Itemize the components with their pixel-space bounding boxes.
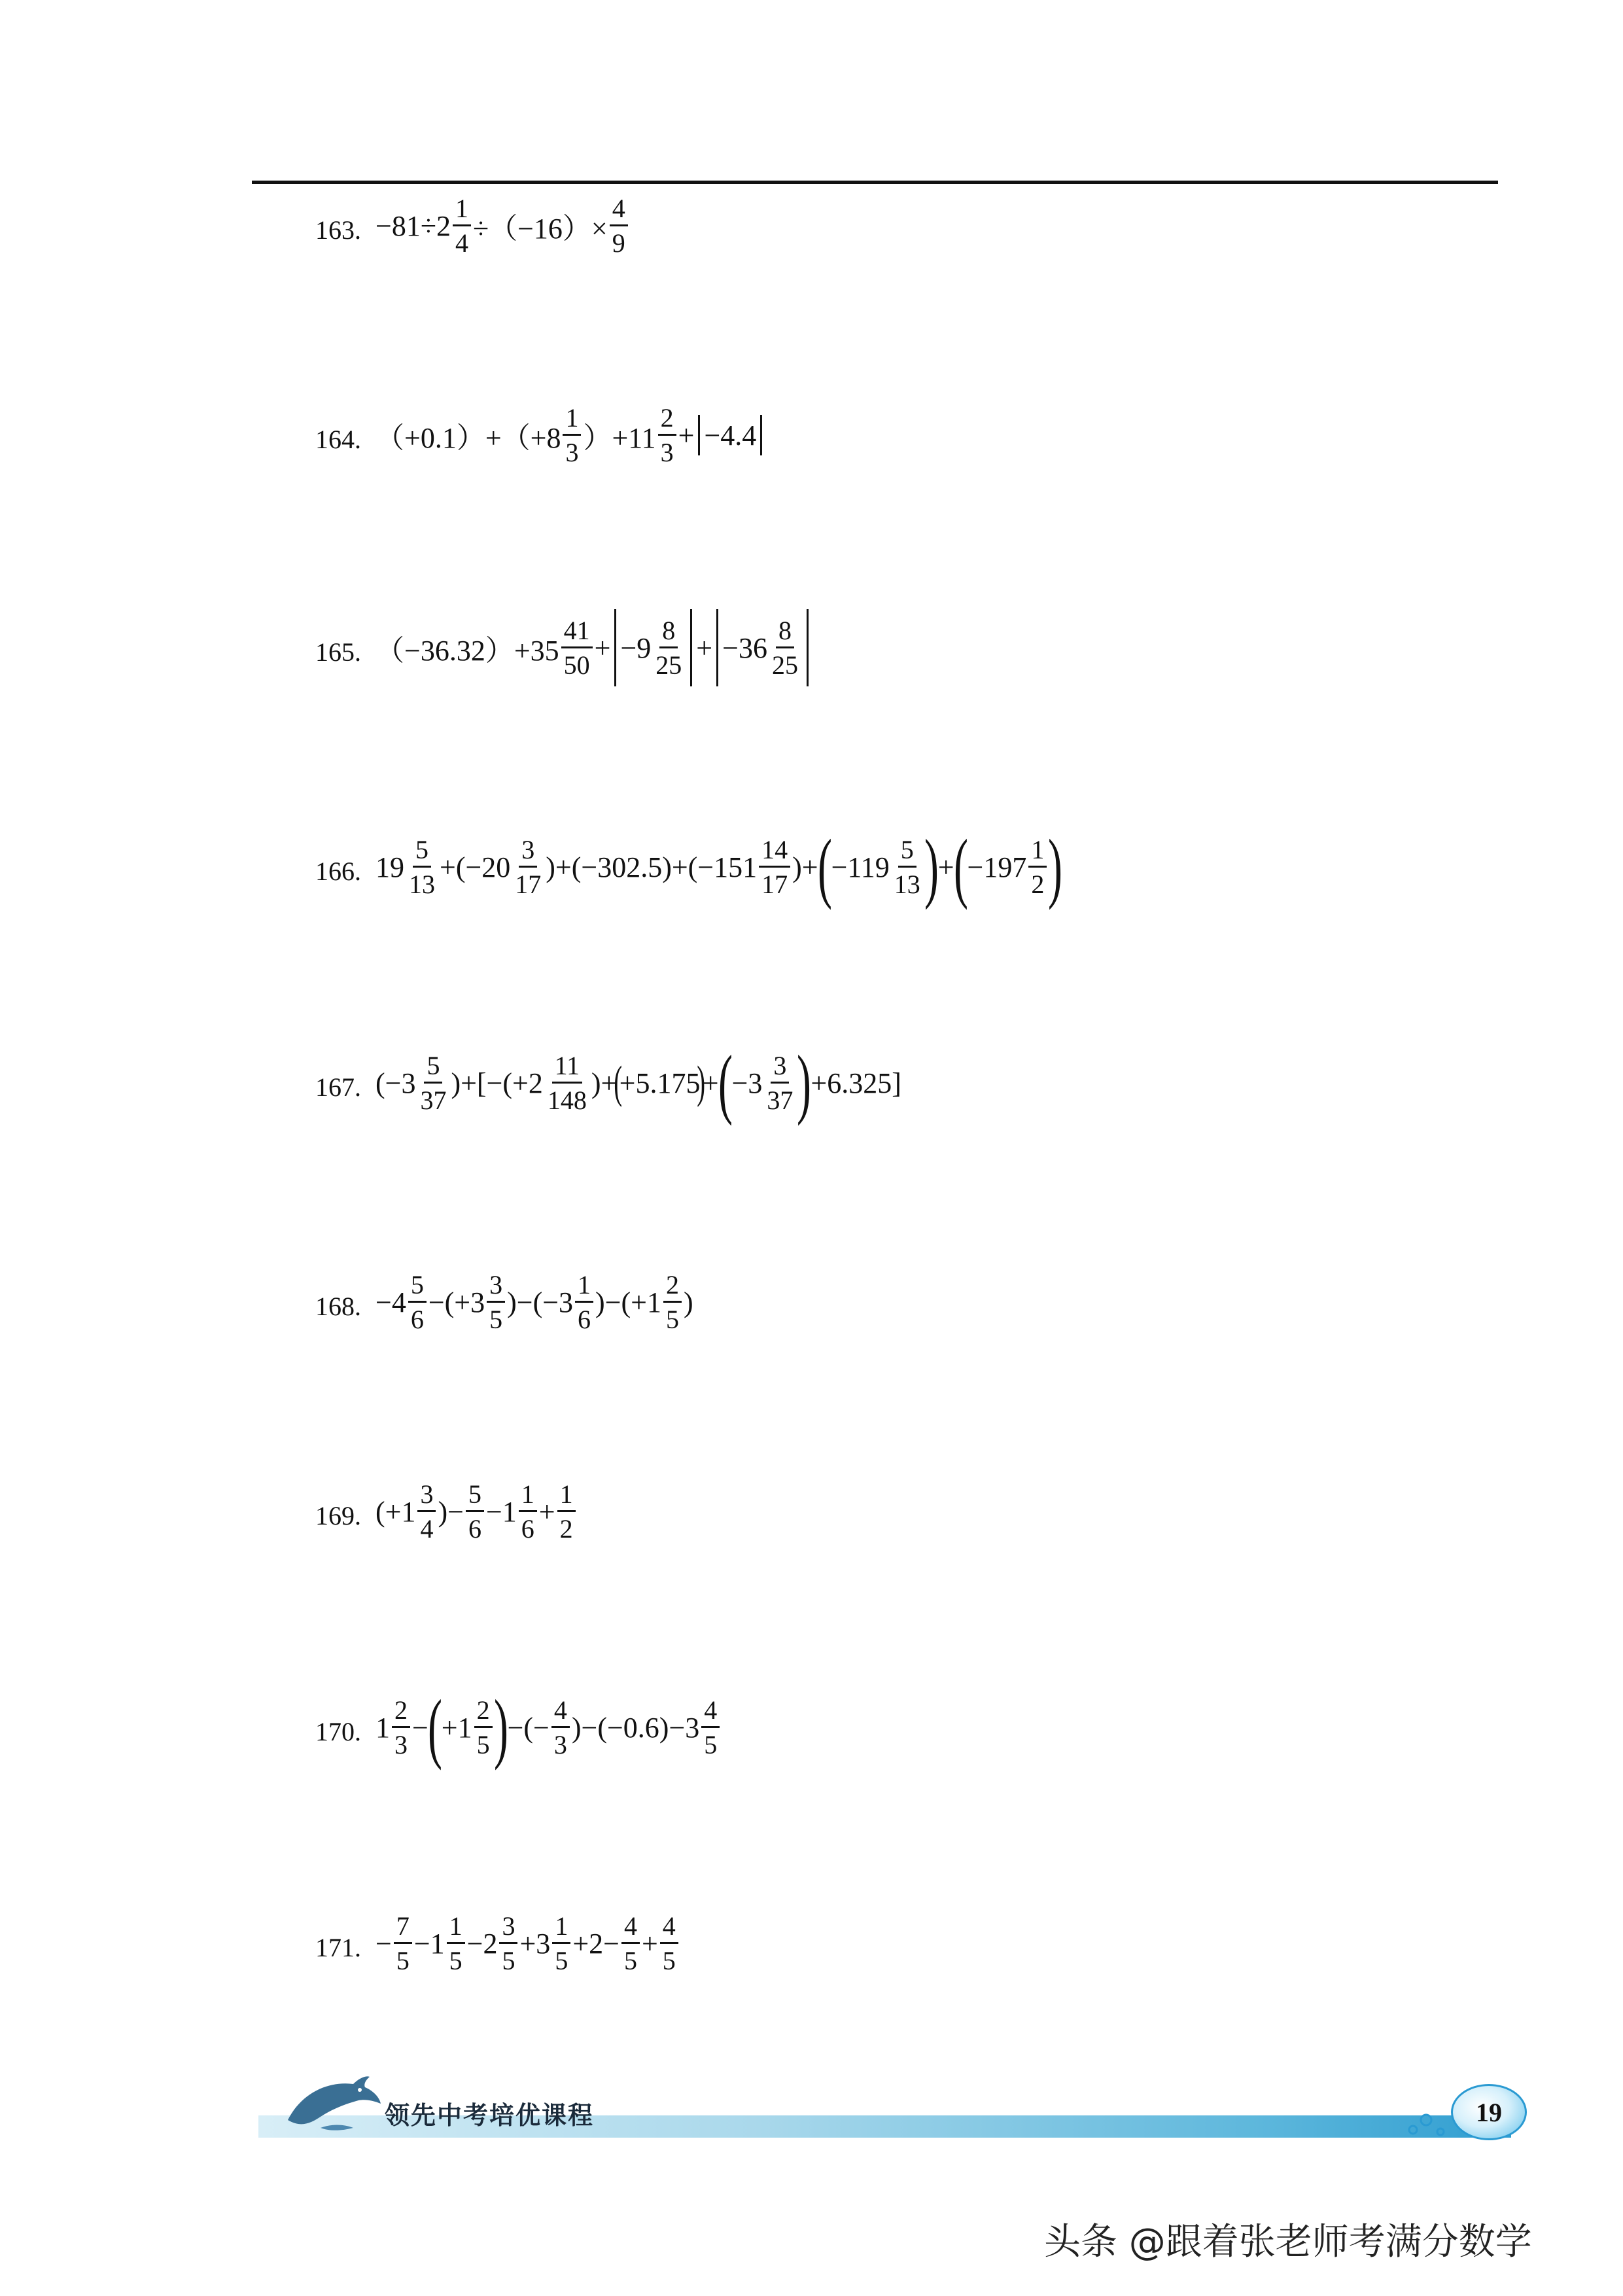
expr-text: )+[−(+2 xyxy=(451,1067,543,1099)
numerator: 1 xyxy=(563,405,581,436)
expr-text: ）+11 xyxy=(583,422,656,454)
problem-164 xyxy=(315,393,766,478)
numerator: 3 xyxy=(519,837,537,868)
fraction xyxy=(417,1050,449,1115)
numerator: 5 xyxy=(898,837,916,868)
expr-text: ) xyxy=(683,1286,693,1318)
numerator: 4 xyxy=(551,1697,570,1728)
problem-165 xyxy=(315,605,812,690)
denominator: 37 xyxy=(767,1085,794,1115)
expr-text: )−(+1 xyxy=(595,1286,661,1318)
denominator: 50 xyxy=(563,650,590,680)
expr-text: −1 xyxy=(485,1495,517,1528)
fraction xyxy=(394,1913,412,1974)
numerator: 5 xyxy=(466,1481,484,1512)
fraction xyxy=(406,834,438,899)
problem-170 xyxy=(315,1685,722,1770)
denominator: 4 xyxy=(455,228,468,258)
expr-text: −(− xyxy=(507,1711,550,1744)
expr-text: −4 xyxy=(375,1286,406,1318)
denominator: 37 xyxy=(420,1085,447,1115)
numerator: 5 xyxy=(424,1053,442,1084)
page-number-badge xyxy=(1451,2084,1527,2140)
numerator: 1 xyxy=(552,1913,570,1944)
denominator: 2 xyxy=(559,1513,573,1544)
numerator: 1 xyxy=(557,1481,576,1512)
fraction xyxy=(545,1050,589,1115)
numerator: 1 xyxy=(453,196,471,226)
fraction xyxy=(408,1269,427,1334)
numerator: 5 xyxy=(408,1272,427,1303)
numerator: 4 xyxy=(610,196,628,226)
expr-text: −1 xyxy=(413,1927,445,1960)
fraction xyxy=(466,1481,484,1542)
abs-bar xyxy=(760,415,762,455)
expr-text: (−3 xyxy=(375,1067,416,1099)
numerator: 1 xyxy=(1028,837,1047,868)
denominator: 6 xyxy=(410,1304,424,1334)
big-left-paren: ( xyxy=(718,1039,733,1126)
expr-text: −3 xyxy=(731,1067,763,1099)
numerator: 14 xyxy=(759,837,790,868)
big-right-paren: ) xyxy=(797,1039,812,1126)
problem-163 xyxy=(315,183,630,268)
expr-text: −81÷2 xyxy=(375,209,451,242)
denominator: 17 xyxy=(761,869,788,899)
numerator: 11 xyxy=(552,1053,583,1084)
denominator: 5 xyxy=(449,1945,462,1975)
problem-167 xyxy=(315,1040,901,1125)
expr-text: （+0.1）+（+8 xyxy=(375,422,561,454)
problem-number: 163. xyxy=(315,215,361,245)
expr-text: − xyxy=(412,1711,428,1744)
expr-text: +3 xyxy=(519,1927,551,1960)
denominator: 17 xyxy=(515,869,542,899)
expr-text: 19 xyxy=(375,851,404,883)
big-left-paren: ( xyxy=(427,1684,442,1771)
footer-course-title: 领先中考培优课程 xyxy=(385,2101,595,2130)
expr-text: )+(−302.5)+(−151 xyxy=(546,851,758,883)
problem-number: 167. xyxy=(315,1072,361,1102)
denominator: 5 xyxy=(704,1729,718,1759)
denominator: 3 xyxy=(553,1729,567,1759)
page-number: 19 xyxy=(1476,2097,1502,2127)
numerator: 3 xyxy=(487,1272,505,1303)
expr-text: （−36.32）+35 xyxy=(375,635,559,667)
right-paren: ) xyxy=(697,1057,706,1108)
numerator: 2 xyxy=(658,405,676,436)
big-left-paren: ( xyxy=(953,823,968,910)
fraction xyxy=(1028,834,1047,899)
fraction xyxy=(557,1481,576,1542)
numerator: 1 xyxy=(575,1272,593,1303)
expr-text: )− xyxy=(438,1495,464,1528)
fraction xyxy=(447,1913,465,1974)
abs-bar xyxy=(690,609,692,686)
problem-number: 170. xyxy=(315,1716,361,1746)
fraction xyxy=(453,193,471,258)
problem-number: 166. xyxy=(315,856,361,886)
numerator: 1 xyxy=(447,1913,465,1944)
fraction xyxy=(658,402,676,467)
problem-169 xyxy=(315,1469,578,1554)
problem-166 xyxy=(315,824,1062,910)
numerator: 4 xyxy=(660,1913,678,1944)
bubbles-icon xyxy=(1406,2107,1452,2140)
abs-bar xyxy=(614,609,616,686)
fraction xyxy=(487,1269,505,1334)
denominator: 5 xyxy=(396,1945,410,1975)
expr-text: +6.325] xyxy=(811,1067,901,1099)
numerator: 2 xyxy=(663,1272,682,1303)
left-paren: ( xyxy=(614,1057,623,1108)
denominator: 5 xyxy=(502,1945,515,1975)
denominator: 3 xyxy=(660,437,674,467)
numerator: 4 xyxy=(701,1697,720,1728)
denominator: 5 xyxy=(665,1304,679,1334)
expr-text: + xyxy=(702,1067,719,1099)
numerator: 2 xyxy=(474,1697,493,1728)
fraction xyxy=(759,834,790,899)
expr-text: −9 xyxy=(620,631,652,664)
fraction xyxy=(512,834,544,899)
denominator: 13 xyxy=(409,869,435,899)
abs-bar xyxy=(716,609,718,686)
big-left-paren: ( xyxy=(817,823,832,910)
expr-text: 1 xyxy=(375,1711,390,1744)
expr-text: )+ xyxy=(792,851,818,883)
problem-number: 171. xyxy=(315,1932,361,1962)
numerator: 3 xyxy=(417,1481,436,1512)
problem-number: 165. xyxy=(315,637,361,667)
expr-text: − xyxy=(375,1927,392,1960)
numerator: 3 xyxy=(499,1913,517,1944)
denominator: 5 xyxy=(623,1945,637,1975)
fraction xyxy=(561,615,593,680)
expr-text: + xyxy=(937,851,954,883)
problem-number: 168. xyxy=(315,1291,361,1321)
fraction xyxy=(621,1913,640,1974)
abs-bar xyxy=(807,609,809,686)
expr-text: + xyxy=(641,1927,658,1960)
expr-text: −(+3 xyxy=(428,1286,485,1318)
denominator: 9 xyxy=(612,228,625,258)
fraction xyxy=(653,615,684,680)
denominator: 13 xyxy=(894,869,920,899)
numerator: 2 xyxy=(392,1697,410,1728)
fraction xyxy=(392,1697,410,1758)
expr-text: +5.175 xyxy=(619,1067,701,1099)
numerator: 8 xyxy=(659,618,678,648)
numerator: 41 xyxy=(561,618,593,648)
denominator: 25 xyxy=(771,650,798,680)
dolphin-icon xyxy=(281,2068,386,2140)
denominator: 5 xyxy=(662,1945,676,1975)
expr-text: −119 xyxy=(831,851,890,883)
fraction xyxy=(519,1481,537,1542)
big-right-paren: ) xyxy=(493,1684,508,1771)
fraction xyxy=(563,402,581,467)
numerator: 3 xyxy=(771,1053,789,1084)
problem-number: 164. xyxy=(315,424,361,454)
problem-171 xyxy=(315,1901,680,1986)
numerator: 1 xyxy=(519,1481,537,1512)
denominator: 5 xyxy=(489,1304,503,1334)
denominator: 25 xyxy=(655,650,682,680)
numerator: 4 xyxy=(621,1913,640,1944)
fraction xyxy=(610,193,628,258)
fraction xyxy=(552,1913,570,1974)
denominator: 5 xyxy=(476,1729,490,1759)
expr-text: )−(−3 xyxy=(507,1286,574,1318)
fraction xyxy=(551,1697,570,1758)
watermark: 头条 @跟着张老师考满分数学 xyxy=(1044,2221,1532,2263)
denominator: 3 xyxy=(565,437,579,467)
fraction xyxy=(701,1697,720,1758)
expr-text: )+ xyxy=(591,1067,618,1099)
fraction xyxy=(417,1481,436,1542)
expr-text: −36 xyxy=(722,631,767,664)
expr-text: + xyxy=(594,631,611,664)
fraction xyxy=(474,1697,493,1758)
expr-text: (+1 xyxy=(375,1495,416,1528)
expr-text: +2− xyxy=(572,1927,620,1960)
numerator: 7 xyxy=(394,1913,412,1944)
denominator: 6 xyxy=(521,1513,534,1544)
big-right-paren: ) xyxy=(924,823,939,910)
expr-text: −197 xyxy=(967,851,1027,883)
problem-number: 169. xyxy=(315,1500,361,1530)
numerator: 8 xyxy=(776,618,794,648)
expr-text: −2 xyxy=(466,1927,498,1960)
denominator: 3 xyxy=(394,1729,408,1759)
expr-text: + xyxy=(538,1495,555,1528)
expr-text: )−(−0.6)−3 xyxy=(571,1711,700,1744)
denominator: 5 xyxy=(555,1945,568,1975)
problem-168 xyxy=(315,1260,693,1345)
big-right-paren: ) xyxy=(1048,823,1063,910)
fraction xyxy=(660,1913,678,1974)
expr-text: +(−20 xyxy=(440,851,511,883)
denominator: 4 xyxy=(420,1513,434,1544)
fraction xyxy=(575,1269,593,1334)
expr-text: + xyxy=(678,419,695,451)
fraction xyxy=(663,1269,682,1334)
abs-bar xyxy=(698,415,700,455)
denominator: 2 xyxy=(1031,869,1045,899)
denominator: 6 xyxy=(578,1304,591,1334)
expr-text: ÷（−16）× xyxy=(472,213,608,245)
fraction xyxy=(892,834,923,899)
fraction xyxy=(769,615,801,680)
fraction xyxy=(764,1050,795,1115)
expr-text: + xyxy=(696,631,713,664)
fraction xyxy=(499,1913,517,1974)
denominator: 148 xyxy=(547,1085,587,1115)
denominator: 6 xyxy=(468,1513,481,1544)
expr-text: −4.4 xyxy=(704,419,757,451)
expr-text: +1 xyxy=(441,1711,472,1744)
numerator: 5 xyxy=(413,837,431,868)
